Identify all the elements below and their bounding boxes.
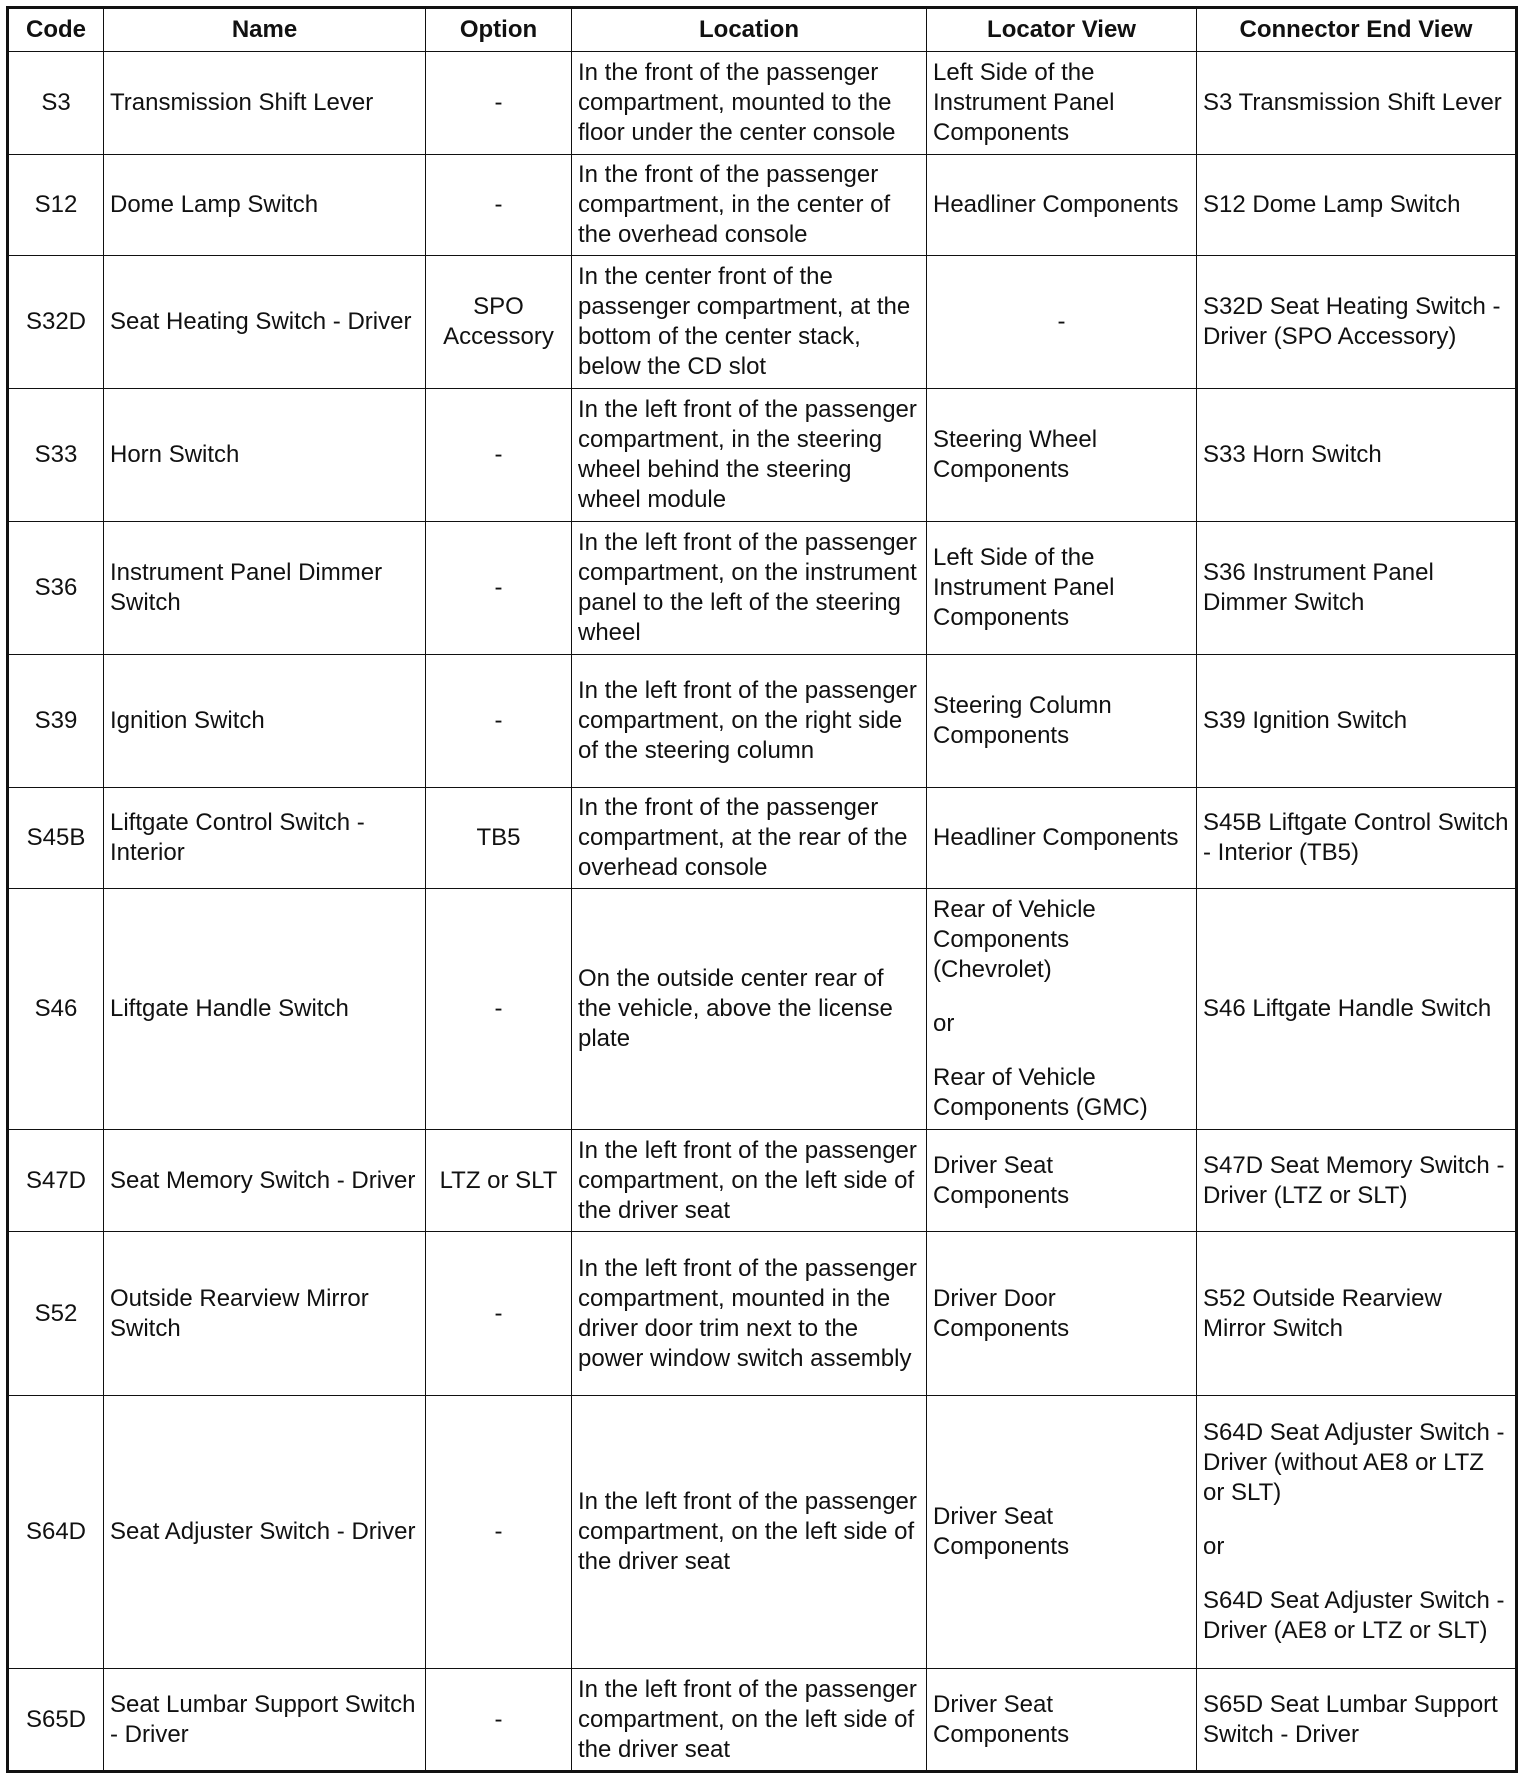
table-row <box>8 788 1517 889</box>
cell-connector-end-view: S39 Ignition Switch <box>1197 655 1517 788</box>
cell-name: Seat Memory Switch - Driver <box>104 1130 426 1232</box>
paragraph-gap <box>1203 1508 1509 1532</box>
cell-code: S3 <box>8 52 104 155</box>
paragraph-gap <box>1203 1562 1509 1586</box>
cell-name: Outside Rearview Mirror Switch <box>104 1232 426 1396</box>
cell-locator-view: Driver Seat Components <box>927 1396 1197 1669</box>
cell-connector-end-view: S65D Seat Lumbar Support Switch - Driver <box>1197 1669 1517 1772</box>
cell-code: S52 <box>8 1232 104 1396</box>
cell-connector-end-view <box>1197 1396 1517 1669</box>
cell-location: On the outside center rear of the vehicle, above the license plate <box>572 889 927 1130</box>
cell-location: In the left front of the passenger compartment, on the right side of the steering column <box>572 655 927 788</box>
table-row <box>8 256 1517 389</box>
cell-option: TB5 <box>426 788 572 889</box>
connector-view-option-a: S64D Seat Adjuster Switch - Driver (without AE8 or LTZ or SLT) <box>1203 1419 1505 1506</box>
cell-connector-end-view: S33 Horn Switch <box>1197 389 1517 522</box>
cell-location: In the front of the passenger compartment, in the center of the overhead console <box>572 155 927 256</box>
cell-location: In the left front of the passenger compartment, on the left side of the driver seat <box>572 1130 927 1232</box>
cell-connector-end-view: S47D Seat Memory Switch - Driver (LTZ or SLT) <box>1197 1130 1517 1232</box>
cell-locator-view <box>927 889 1197 1130</box>
cell-connector-end-view: S12 Dome Lamp Switch <box>1197 155 1517 256</box>
header-option: Option <box>426 8 572 52</box>
cell-option: - <box>426 52 572 155</box>
paragraph-gap <box>933 985 1190 1009</box>
cell-name: Seat Heating Switch - Driver <box>104 256 426 389</box>
table-row <box>8 655 1517 788</box>
cell-locator-view: - <box>927 256 1197 389</box>
locator-view-option-a: Rear of Vehicle Components (Chevrolet) <box>933 896 1096 983</box>
cell-connector-end-view: S3 Transmission Shift Lever <box>1197 52 1517 155</box>
cell-locator-view: Driver Seat Components <box>927 1130 1197 1232</box>
table-row <box>8 52 1517 155</box>
cell-locator-view: Driver Seat Components <box>927 1669 1197 1772</box>
cell-location: In the front of the passenger compartment, mounted to the floor under the center console <box>572 52 927 155</box>
cell-connector-end-view: S52 Outside Rearview Mirror Switch <box>1197 1232 1517 1396</box>
cell-name: Dome Lamp Switch <box>104 155 426 256</box>
cell-connector-end-view: S36 Instrument Panel Dimmer Switch <box>1197 522 1517 655</box>
header-code: Code <box>8 8 104 52</box>
cell-connector-end-view: S32D Seat Heating Switch - Driver (SPO Accessory) <box>1197 256 1517 389</box>
cell-locator-view: Steering Wheel Components <box>927 389 1197 522</box>
cell-code: S65D <box>8 1669 104 1772</box>
cell-locator-view: Steering Column Components <box>927 655 1197 788</box>
header-name: Name <box>104 8 426 52</box>
cell-name: Liftgate Handle Switch <box>104 889 426 1130</box>
cell-location: In the front of the passenger compartment, at the rear of the overhead console <box>572 788 927 889</box>
cell-location: In the left front of the passenger compartment, in the steering wheel behind the steering wheel module <box>572 389 927 522</box>
cell-option: - <box>426 1232 572 1396</box>
cell-name: Instrument Panel Dimmer Switch <box>104 522 426 655</box>
cell-name: Horn Switch <box>104 389 426 522</box>
cell-code: S46 <box>8 889 104 1130</box>
table-row <box>8 1669 1517 1772</box>
cell-locator-view: Left Side of the Instrument Panel Components <box>927 522 1197 655</box>
table-row <box>8 522 1517 655</box>
cell-name: Liftgate Control Switch - Interior <box>104 788 426 889</box>
table-row <box>8 389 1517 522</box>
component-locator-sheet <box>6 6 1515 1773</box>
connector-view-option-b: S64D Seat Adjuster Switch - Driver (AE8 or LTZ or SLT) <box>1203 1587 1505 1644</box>
cell-option: - <box>426 1669 572 1772</box>
table-row <box>8 1130 1517 1232</box>
cell-location: In the left front of the passenger compartment, on the left side of the driver seat <box>572 1396 927 1669</box>
cell-locator-view: Driver Door Components <box>927 1232 1197 1396</box>
cell-name: Transmission Shift Lever <box>104 52 426 155</box>
paragraph-gap <box>933 1039 1190 1063</box>
cell-locator-view: Headliner Components <box>927 155 1197 256</box>
cell-locator-view: Headliner Components <box>927 788 1197 889</box>
cell-code: S64D <box>8 1396 104 1669</box>
cell-name: Ignition Switch <box>104 655 426 788</box>
cell-option: - <box>426 389 572 522</box>
component-table <box>6 6 1518 1773</box>
header-row <box>8 8 1517 52</box>
header-location: Location <box>572 8 927 52</box>
cell-code: S45B <box>8 788 104 889</box>
cell-connector-end-view: S45B Liftgate Control Switch - Interior (TB5) <box>1197 788 1517 889</box>
cell-connector-end-view: S46 Liftgate Handle Switch <box>1197 889 1517 1130</box>
cell-name: Seat Lumbar Support Switch - Driver <box>104 1669 426 1772</box>
table-row <box>8 889 1517 1130</box>
cell-code: S39 <box>8 655 104 788</box>
cell-code: S33 <box>8 389 104 522</box>
cell-location: In the left front of the passenger compartment, mounted in the driver door trim next to the power window switch assembly <box>572 1232 927 1396</box>
cell-location: In the left front of the passenger compartment, on the instrument panel to the left of the steering wheel <box>572 522 927 655</box>
cell-option: - <box>426 1396 572 1669</box>
cell-location: In the left front of the passenger compartment, on the left side of the driver seat <box>572 1669 927 1772</box>
cell-option: - <box>426 522 572 655</box>
cell-code: S36 <box>8 522 104 655</box>
cell-code: S47D <box>8 1130 104 1232</box>
cell-option: - <box>426 155 572 256</box>
table-row <box>8 1396 1517 1669</box>
cell-location: In the center front of the passenger compartment, at the bottom of the center stack, below the CD slot <box>572 256 927 389</box>
header-connector-end-view: Connector End View <box>1197 8 1517 52</box>
cell-option: - <box>426 889 572 1130</box>
cell-option: LTZ or SLT <box>426 1130 572 1232</box>
cell-code: S32D <box>8 256 104 389</box>
cell-option: SPO Accessory <box>426 256 572 389</box>
cell-option: - <box>426 655 572 788</box>
table-row <box>8 155 1517 256</box>
table-row <box>8 1232 1517 1396</box>
locator-view-option-b: Rear of Vehicle Components (GMC) <box>933 1064 1148 1121</box>
header-locator-view: Locator View <box>927 8 1197 52</box>
cell-code: S12 <box>8 155 104 256</box>
connector-view-or: or <box>1203 1533 1225 1560</box>
cell-name: Seat Adjuster Switch - Driver <box>104 1396 426 1669</box>
locator-view-or: or <box>933 1010 955 1037</box>
cell-locator-view: Left Side of the Instrument Panel Components <box>927 52 1197 155</box>
